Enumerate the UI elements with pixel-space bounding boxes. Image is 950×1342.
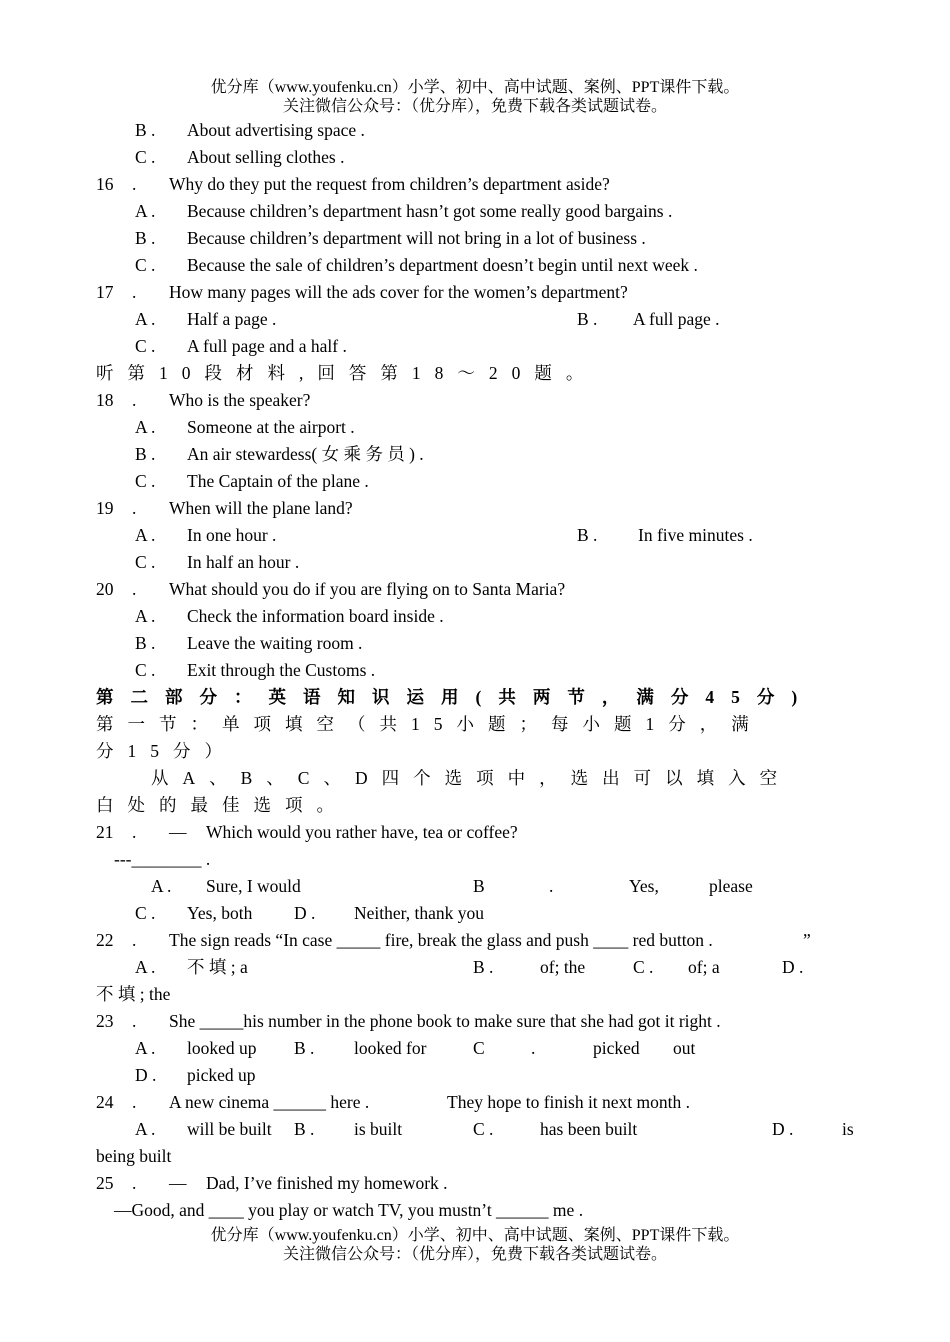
text-segment: Because children’s department will not bring in a lot of business . <box>187 228 646 248</box>
text-segment: She _____his number in the phone book to make sure that she had got it right . <box>169 1011 721 1031</box>
text-segment: please <box>709 876 753 896</box>
text-segment: . <box>132 498 137 518</box>
text-segment: . <box>132 390 137 410</box>
text-segment: Half a page . <box>187 309 277 329</box>
text-segment: In five minutes . <box>638 525 753 545</box>
text-segment: Exit through the Customs . <box>187 660 376 680</box>
text-segment: C . <box>135 660 156 680</box>
text-segment: picked up <box>187 1065 256 1085</box>
text-segment: —Good, and ____ you play or watch TV, you mustn’t ______ me . <box>114 1200 584 1220</box>
text-segment: . <box>531 1038 536 1058</box>
text-segment: 25 <box>96 1173 114 1193</box>
text-segment: B . <box>294 1038 315 1058</box>
text-segment: Because children’s department hasn’t got some really good bargains . <box>187 201 673 221</box>
text-segment: Yes, <box>629 876 659 896</box>
footer-line-2: 关注微信公众号：（优分库），免费下载各类试题试卷。 <box>282 1246 667 1263</box>
footer-line-1: 优分库（www.youfenku.cn）小学、初中、高中试题、案例、PPT课件下载。 <box>210 1227 740 1244</box>
text-segment: About selling clothes . <box>187 147 345 167</box>
text-segment: C . <box>135 336 156 356</box>
text-segment: . <box>132 930 137 950</box>
text-segment: 23 <box>96 1011 114 1031</box>
text-segment: C . <box>135 903 156 923</box>
text-segment: A . <box>135 1119 156 1139</box>
text-segment: Which would you rather have, tea or coffee? <box>206 822 518 842</box>
text-segment: C . <box>135 147 156 167</box>
text-segment: Why do they put the request from children’s department aside? <box>169 174 610 194</box>
text-segment: An air stewardess( 女 乘 务 员 ) . <box>187 444 424 464</box>
text-segment: . <box>132 1092 137 1112</box>
text-segment: B . <box>135 228 156 248</box>
text-segment: C . <box>135 471 156 491</box>
text-segment: 第一节：单项填空（共15小题；每小题1分，满 <box>96 714 763 734</box>
text-segment: 16 <box>96 174 114 194</box>
text-segment: . <box>132 579 137 599</box>
text-segment: 20 <box>96 579 114 599</box>
text-segment: ---________ . <box>114 849 211 869</box>
text-segment: C . <box>135 255 156 275</box>
text-segment: 听第10段材料,回答第18～20题。 <box>96 363 598 383</box>
text-segment: . <box>132 822 137 842</box>
text-segment: has been built <box>540 1119 638 1139</box>
text-segment: 不 填 ; a <box>187 957 248 977</box>
text-segment: — <box>169 1173 187 1193</box>
text-segment: 19 <box>96 498 114 518</box>
text-segment: looked up <box>187 1038 257 1058</box>
text-segment: of; a <box>688 957 720 977</box>
text-segment: B . <box>135 120 156 140</box>
text-segment: 21 <box>96 822 114 842</box>
text-segment: About advertising space . <box>187 120 365 140</box>
text-segment: . <box>132 174 137 194</box>
text-segment: How many pages will the ads cover for the women’s department? <box>169 282 628 302</box>
text-segment: A . <box>135 201 156 221</box>
text-segment: 不 填 ; the <box>96 984 171 1004</box>
text-segment: 18 <box>96 390 114 410</box>
text-segment: C . <box>633 957 654 977</box>
text-segment: When will the plane land? <box>169 498 353 518</box>
text-segment: B . <box>135 444 156 464</box>
text-segment: will be built <box>187 1119 272 1139</box>
text-segment: looked for <box>354 1038 427 1058</box>
text-segment: B . <box>577 309 598 329</box>
text-segment: D . <box>772 1119 794 1139</box>
page-header <box>0 78 950 116</box>
text-segment: is built <box>354 1119 403 1139</box>
text-segment: The sign reads “In case _____ fire, break the glass and push ____ red button . <box>169 930 713 950</box>
text-segment: A . <box>135 606 156 626</box>
text-segment: out <box>673 1038 696 1058</box>
text-segment: Yes, both <box>187 903 253 923</box>
text-segment: C <box>473 1038 485 1058</box>
text-segment: is <box>842 1119 854 1139</box>
text-segment: picked <box>593 1038 640 1058</box>
text-segment: 分15分） <box>96 741 236 761</box>
text-segment: Sure, I would <box>206 876 301 896</box>
text-segment: Who is the speaker? <box>169 390 311 410</box>
text-segment: Leave the waiting room . <box>187 633 363 653</box>
header-line-1: 优分库（www.youfenku.cn）小学、初中、高中试题、案例、PPT课件下载。 <box>210 79 740 96</box>
text-segment: — <box>169 822 187 842</box>
text-segment: A . <box>135 1038 156 1058</box>
text-segment: 白处的最佳选项。 <box>96 795 348 815</box>
text-segment: Someone at the airport . <box>187 417 355 437</box>
text-segment: D . <box>782 957 804 977</box>
text-segment: A . <box>135 525 156 545</box>
text-segment: ” <box>803 930 811 950</box>
text-segment: . <box>549 876 554 896</box>
text-segment: Neither, thank you <box>354 903 485 923</box>
text-segment: being built <box>96 1146 172 1166</box>
text-segment: 第二部分：英语知识运用(共两节，满分45分) <box>96 687 815 707</box>
text-segment: B . <box>473 957 494 977</box>
text-segment: A . <box>151 876 172 896</box>
text-segment: They hope to finish it next month . <box>447 1092 691 1112</box>
text-segment: . <box>132 1011 137 1031</box>
text-segment: What should you do if you are flying on to Santa Maria? <box>169 579 566 599</box>
text-segment: C . <box>135 552 156 572</box>
text-segment: Because the sale of children’s department doesn’t begin until next week . <box>187 255 698 275</box>
text-segment: . <box>132 1173 137 1193</box>
text-segment: B . <box>294 1119 315 1139</box>
text-segment: A new cinema ______ here . <box>169 1092 370 1112</box>
text-segment: B . <box>577 525 598 545</box>
page-footer <box>0 1226 950 1264</box>
text-segment: . <box>132 282 137 302</box>
text-segment: 22 <box>96 930 114 950</box>
text-segment: of; the <box>540 957 586 977</box>
text-segment: 24 <box>96 1092 114 1112</box>
text-segment: A full page . <box>633 309 720 329</box>
text-segment: In half an hour . <box>187 552 300 572</box>
text-segment: C . <box>473 1119 494 1139</box>
text-segment: A . <box>135 417 156 437</box>
text-segment: D . <box>135 1065 157 1085</box>
text-segment: In one hour . <box>187 525 277 545</box>
text-segment: B . <box>135 633 156 653</box>
text-segment: Dad, I’ve finished my homework . <box>206 1173 448 1193</box>
text-segment: 从A、B、C、D四个选项中，选出可以填入空 <box>151 768 792 788</box>
text-segment: The Captain of the plane . <box>187 471 369 491</box>
text-segment: A full page and a half . <box>187 336 347 356</box>
text-segment: A . <box>135 957 156 977</box>
text-segment: 17 <box>96 282 114 302</box>
text-segment: Check the information board inside . <box>187 606 444 626</box>
text-segment: A . <box>135 309 156 329</box>
text-segment: D . <box>294 903 316 923</box>
header-line-2: 关注微信公众号：（优分库），免费下载各类试题试卷。 <box>282 98 667 115</box>
text-segment: B <box>473 876 485 896</box>
